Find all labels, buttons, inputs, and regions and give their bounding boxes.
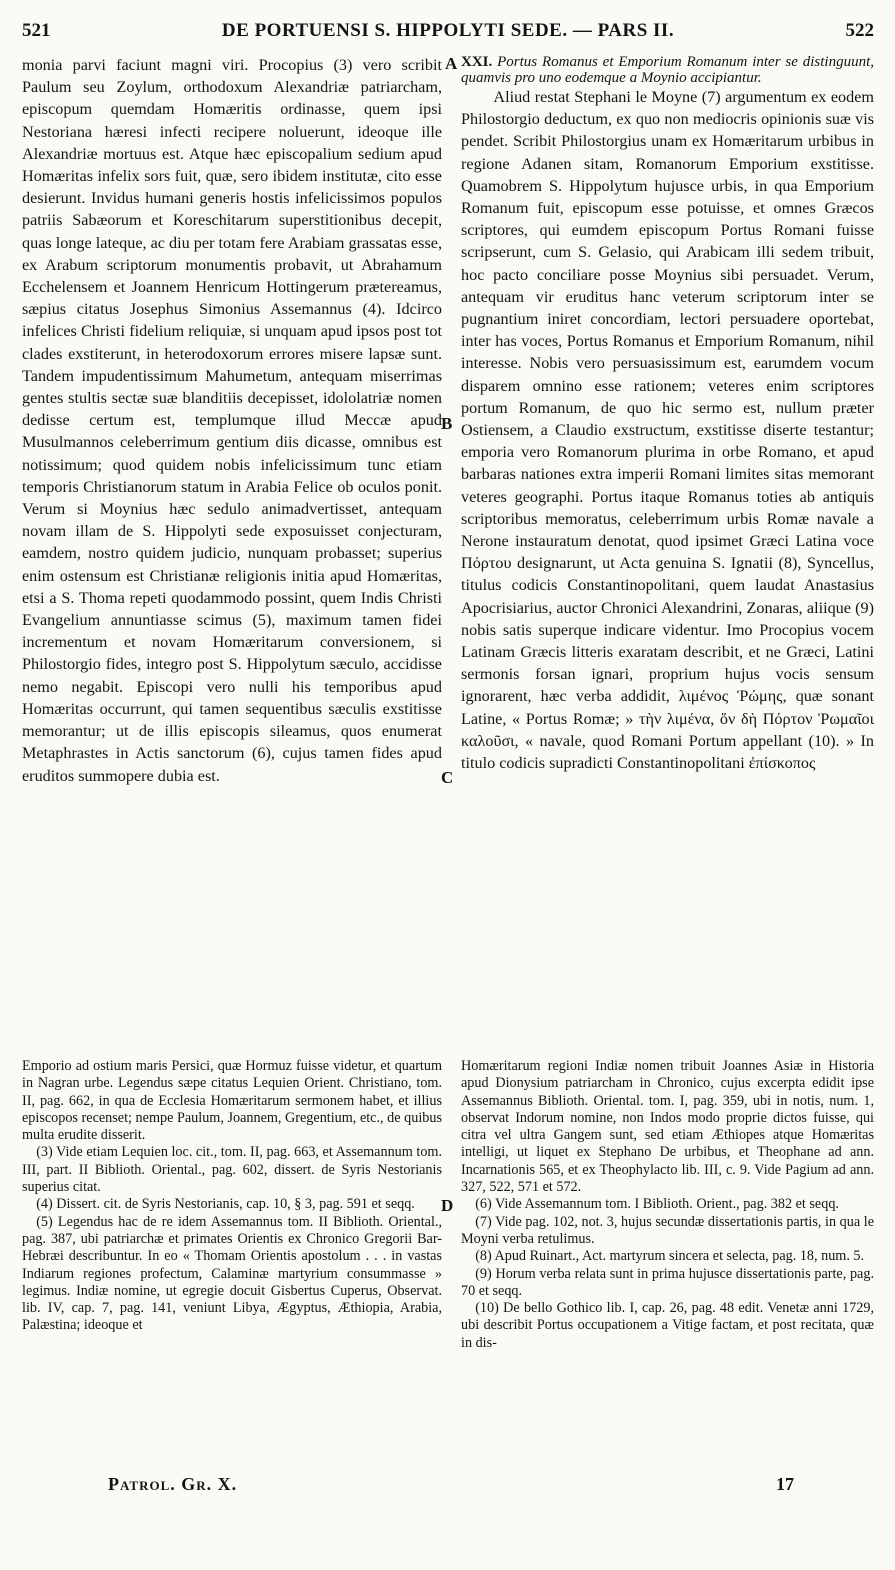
footnote: (8) Apud Ruinart., Act. martyrum sincera et selecta, pag. 18, num. 5. [475,1248,865,1265]
footnote: (10) De bello Gothico lib. I, cap. 26, pag. 48 edit. Venetæ anni 1729, ubi describit Portus occupationem a Vitige factam, et post recitata, quæ in dis- [461,1300,874,1351]
footnote: Emporio ad ostium maris Persici, quæ Hormuz fuisse videtur, et quartum in Nagran urbe. Legendus sæpe citatus Lequien Orient. Christiano, tom. II, pag. 662, in qua de Ecclesia Homæritarum sermonem habet, et illius episcopos recenset; nempe Paulum, Joannem, Gregentium, etc., de quibus multa erudite disserit. [22,1058,442,1144]
left-column-text: monia parvi faciunt magni viri. Procopius (3) vero scribit Paulum seu Zoylum, orthodoxum Alexandriæ patriarcham, episcopum quemdam Homæritis ordinasse, quem ipsi Nestoriana hæresi infecti recipere noluerunt, ideoque ille Alexandriæ mortuus est. Atque hæc episcopalium sedium apud Homæritas infelix sors fuit, quæ, sero ibidem institutæ, cito esse desierunt. Invidus humani generis hostis infelicissimos populos patriis Sabæorum et Koreschitarum superstitionibus decepit, quas longe lateque, ac diu per totam fere Arabiam grassatas esse, ex Arabum scriptorum monumentis probavit, ut Abrahamum Ecchelensem et Joannem Henricum Hottingerum prætereamus, sæpius citatus Josephus Simonius Assemannus (4). Idcirco infelices Christi fidelium reliquiæ, si unquam apud ipsos post tot clades exstiterunt, in heterodoxorum errores misere lapsæ sunt. Tandem impudentissimum Mahumetum, antequam miserrimas gentes stultis sectæ suæ blanditiis decepisset, idololatriæ nomen dedisse certum est, templumque illud Meccæ apud Musulmannos celeberrimum gentium diis dicasse, omnibus est notissimum; quod quidem nobis infelicissimum tunc etiam temporis Christianorum statum in Arabia Felice ob oculos ponit. Verum si Moynius hæc sedulo animadvertisset, antequam novam illam de S. Hippolyti sede exposuisset conjecturam, eamdem, nostro quidem judicio, nunquam probasset; superius enim ostensum est Christianæ religionis initia apud Homæritas, etsi a S. Thoma repeti quodammodo possint, quem Indis Christi Evangelium annuntiasse scimus (5), maximum tamen fidei incrementum et novam Homæritarum conversionem, si Philostorgio fides, integro post S. Hippolytum sæculo, accidisse nemo negabit. Episcopi vero nulli his temporibus apud Homæritas occurrunt, qui tamen sequentibus sæculis exstitisse memorantur; ut de illis episcopis sileamus, quos enumerat Metaphrastes in Actis sanctorum (6), cujus tamen fides apud eruditos summopere dubia est. [22,56,442,785]
margin-letter-c: C [441,768,454,787]
left-column [22,54,442,787]
section-number: XXI. [461,54,493,70]
page-number-left: 521 [22,20,51,41]
section-title: Portus Romanus et Emporium Romanum inter se distinguunt, quamvis pro uno eodemque a Moynio accipiantur. [461,54,875,86]
page-number-right: 522 [845,20,874,41]
right-column-text: Aliud restat Stephani le Moyne (7) argumentum ex eodem Philostorgio deductum, ex quo non mediocris opinionis suæ vis pendet. Scribit Philostorgius unam ex Homæritarum urbibus in regione Adanen sitam, Romanorum Emporium exstitisse. Quamobrem S. Hippolytum hujusce urbis, in qua Emporium Romanum fuit, episcopum esse potuisse, et omnes Græcos scriptores, qui eumdem episcopum Portus Romani fuisse scripserunt, cum S. Gelasio, qui Arabicam illi sedem tribuit, hoc pacto conciliare posse Moynius sibi persuadet. Verum, antequam vir eruditus hanc veterum scriptorum inter se pugnantium iniret concordiam, lectori persuadere oportebat, inter has voces, Portus Romanus et Emporium Romanum, nihil interesse. Nobis vero persuasissimum est, earumdem vocum disparem omnino esse rationem; veteres enim scriptores portum Romanum, de quo hic sermo est, nullum præter Ostiensem, a Claudio exstructum, exstitisse diserte testantur; emporia vero Romanorum plurima in orbe Romano, et apud barbaras nationes extra imperii Romani limites sitas memorant veteres geographi. Portus itaque Romanus toties ab antiquis scriptoribus memoratus, celeberrimum urbis Romæ navale a Nerone instauratum denotat, quod ipsimet Græci Latina voce Πόρτου designarunt, ut Acta genuina S. Ignatii (8), Syncellus, titulus codicis Constantinopolitani, quem laudat Anastasius Apocrisiarius, auctor Chronici Alexandrini, Zonaras, aliique (9) nobis satis superque indicare videntur. Imo Procopius vocem Latinam Græcis litteris exaratam describit, et ne Græci, Latini sermonis forsan ignari, proprium hujus vocis sensum ignorarent, hæc verba addidit, λιμένος Ῥώμης, quæ sonant Latine, « Portus Romæ; » τὴν λιμένα, ὅν δὴ Πόρτον Ῥωμαῖοι καλοῦσι, « navale, quod Romani Portum appellant (10). » In titulo codicis supradicti Constantinopolitani ἐπίσκοπος [461,88,874,773]
running-header [22,20,874,46]
footnote: (6) Vide Assemannum tom. I Biblioth. Orient., pag. 382 et seqq. [475,1196,839,1213]
running-title: DE PORTUENSI S. HIPPOLYTI SEDE. — PARS II. [221,20,675,41]
margin-letter-d: D [441,1196,454,1215]
footnote: (7) Vide pag. 102, not. 3, hujus secundæ dissertationis partis, in qua le Moyni verba retulimus. [461,1213,874,1247]
section-heading [461,54,874,86]
footer-signature: 17 [776,1474,794,1494]
footnote: (4) Dissert. cit. de Syris Nestorianis, cap. 10, § 3, pag. 591 et seqq. [36,1196,415,1213]
footnote: (3) Vide etiam Lequien loc. cit., tom. II, pag. 663, et Assemannum tom. III, part. II Biblioth. Oriental., pag. 602, dissert. de Syris Nestorianis superius citat. [22,1144,442,1196]
margin-letter-a: A [445,54,458,73]
footnote: (5) Legendus hac de re idem Assemannus tom. II Biblioth. Oriental., pag. 387, ubi patriarchæ et primates Orientis ex Chronico Gregorii Bar-Hebræi describuntur. In eo « Thomam Orientis apostolum . . . in vastas Indiarum regiones profectum, Calaminæ martyrium consummasse » legimus. Indiæ nomine, ut egregie docuit Gisbertus Cuperus, Observat. lib. IV, cap. 7, pag. 141, veniunt Libya, Ægyptus, Æthiopia, Arabia, Palæstina; ideoque et [22,1213,442,1334]
footnote: Homæritarum regioni Indiæ nomen tribuit Joannes Asiæ in Historia apud Dionysium patriarcham in Chronico, cujus excerpta edidit ipse Assemannus Biblioth. Oriental. tom. I, pag. 359, ubi in notis, num. 1, observat Indorum nomine, non Indos modo proprie dictos fuisse, qui citra vel ultra Gangem sunt, sed etiam Æthiopes atque Homæritas intelligi, ut liquet ex Stephano De urbibus, et Theophane ad ann. Incarnationis 565, et ex Theophylacto lib. III, c. 9. Vide Pagium ad ann. 327, 522, 571 et 572. [461,1058,874,1196]
footer-series: Patrol. Gr. X. [108,1474,238,1494]
right-column [461,54,874,774]
margin-letter-b: B [441,414,453,433]
footnotes-left [22,1058,442,1335]
footnotes-right [461,1058,874,1352]
footnote: (9) Horum verba relata sunt in prima hujusce dissertationis parte, pag. 70 et seqq. [461,1265,874,1299]
